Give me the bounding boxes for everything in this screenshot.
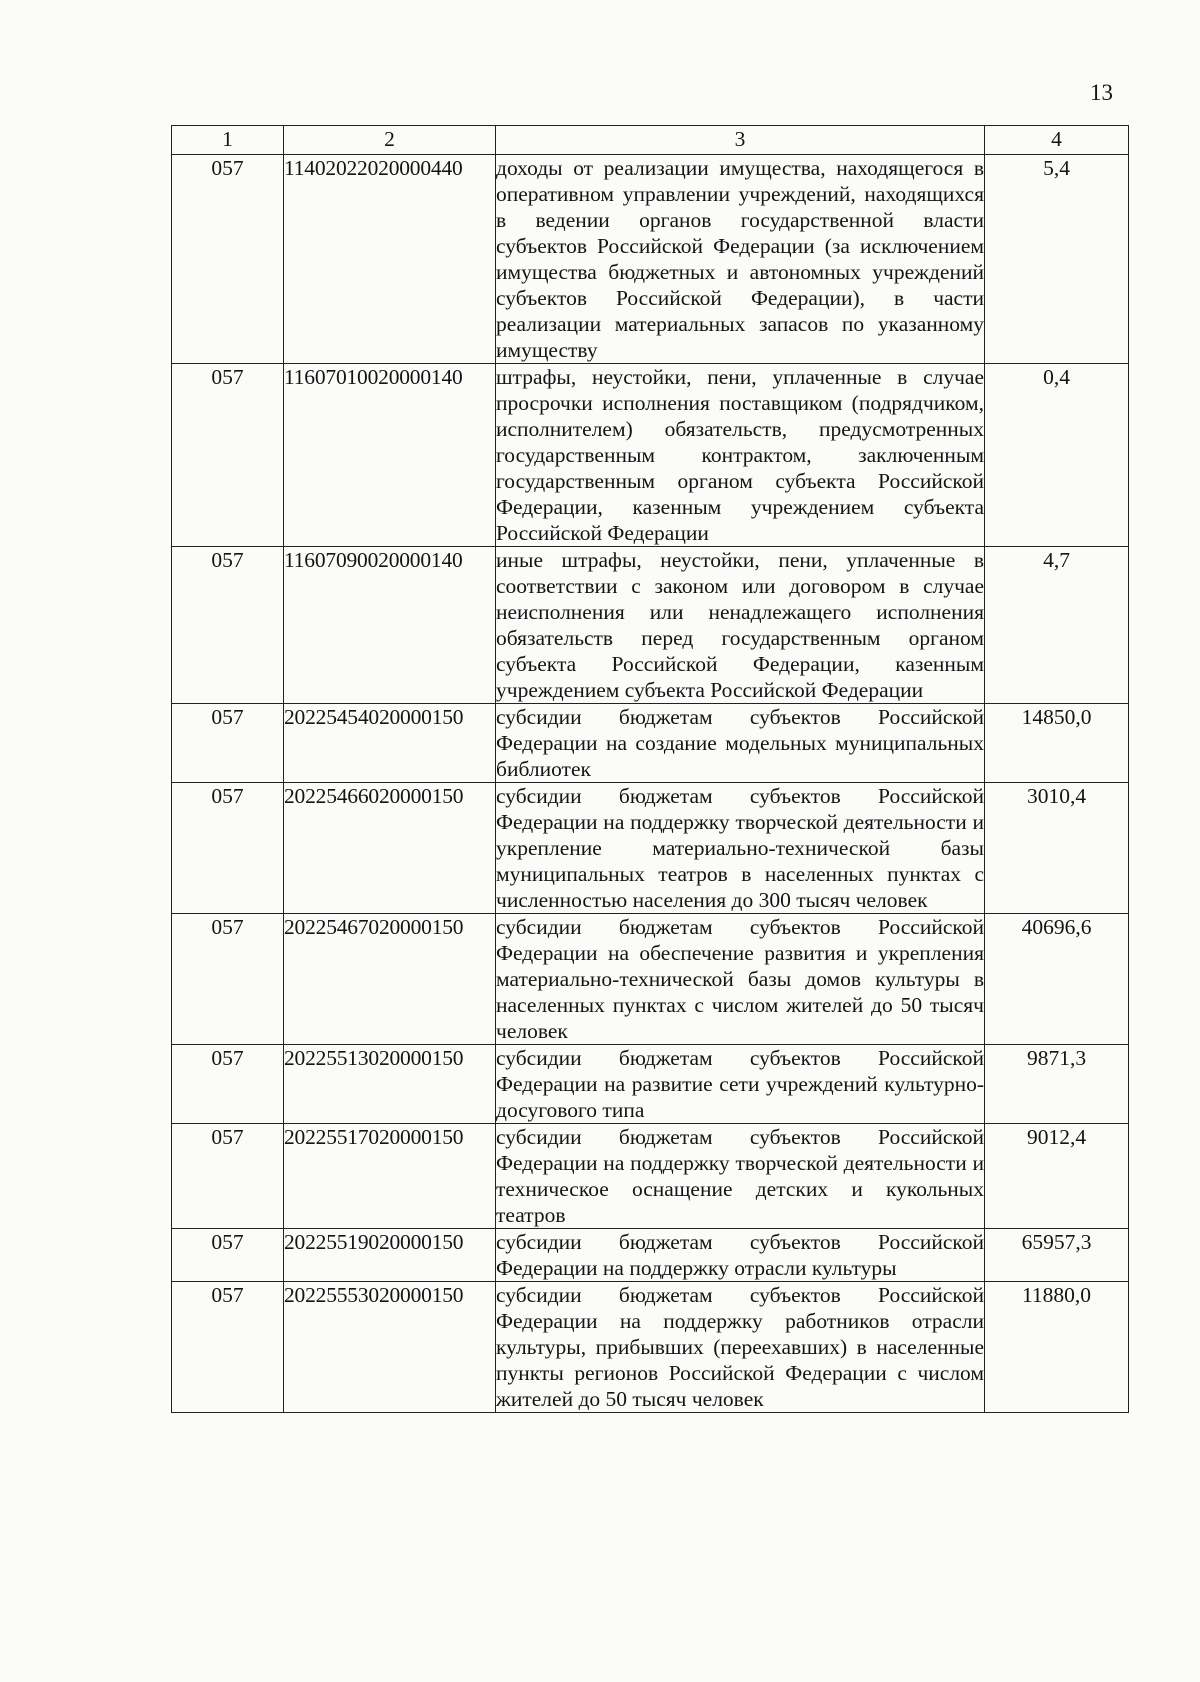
revenue-description: субсидии бюджетам субъектов Российской Федерации на обеспечение развития и укрепления материально-технической базы домов культуры в населенных пунктах с числом жителей до 50 тысяч человек [496,915,984,1043]
admin-code: 057 [172,155,284,364]
budget-class-code: 20225513020000150 [284,1045,496,1124]
admin-code: 057 [172,1282,284,1413]
table-row [172,783,1129,914]
amount: 14850,0 [985,704,1129,783]
revenue-description: иные штрафы, неустойки, пени, уплаченные в соответствии с законом или договором в случае неисполнения или ненадлежащего исполнения обязательств перед государственным органом субъекта Российской Федерации, казенным учреждением субъекта Российской Федерации [496,548,984,702]
budget-class-code: 20225467020000150 [284,914,496,1045]
revenue-description: субсидии бюджетам субъектов Российской Федерации на поддержку творческой деятельности и техническое оснащение детских и кукольных театров [496,1125,984,1227]
column-header: 3 [496,126,985,155]
revenue-table [171,125,1129,1413]
table-row [172,914,1129,1045]
admin-code: 057 [172,364,284,547]
amount: 40696,6 [985,914,1129,1045]
column-header: 4 [985,126,1129,155]
table-row [172,155,1129,364]
revenue-description: субсидии бюджетам субъектов Российской Федерации на развитие сети учреждений культурно-досугового типа [496,1046,984,1122]
revenue-description: доходы от реализации имущества, находящегося в оперативном управлении учреждений, находящихся в ведении органов государственной власти субъектов Российской Федерации (за исключением имущества бюджетных и автономных учреждений субъектов Российской Федерации), в части реализации материальных запасов по указанному имуществу [496,156,984,362]
table-row [172,547,1129,704]
table-row [172,364,1129,547]
amount: 4,7 [985,547,1129,704]
budget-class-code: 11607010020000140 [284,364,496,547]
admin-code: 057 [172,547,284,704]
revenue-description: субсидии бюджетам субъектов Российской Федерации на создание модельных муниципальных библиотек [496,705,984,781]
table-row [172,704,1129,783]
budget-class-code: 20225519020000150 [284,1229,496,1282]
page-number: 13 [1090,80,1113,105]
budget-class-code: 20225466020000150 [284,783,496,914]
budget-class-code: 20225454020000150 [284,704,496,783]
admin-code: 057 [172,1124,284,1229]
revenue-description: субсидии бюджетам субъектов Российской Федерации на поддержку отрасли культуры [496,1230,984,1280]
budget-class-code: 20225517020000150 [284,1124,496,1229]
revenue-description: штрафы, неустойки, пени, уплаченные в случае просрочки исполнения поставщиком (подрядчиком, исполнителем) обязательств, предусмотренных государственным контрактом, заключенным государственным органом субъекта Российской Федерации, казенным учреждением субъекта Российской Федерации [496,365,984,545]
column-header: 2 [284,126,496,155]
table-row [172,1229,1129,1282]
budget-class-code: 20225553020000150 [284,1282,496,1413]
admin-code: 057 [172,1229,284,1282]
revenue-description: субсидии бюджетам субъектов Российской Федерации на поддержку творческой деятельности и укрепление материально-технической базы муниципальных театров в населенных пунктах с численностью населения до 300 тысяч человек [496,784,984,912]
budget-class-code: 11402022020000440 [284,155,496,364]
amount: 65957,3 [985,1229,1129,1282]
column-header: 1 [172,126,284,155]
admin-code: 057 [172,783,284,914]
admin-code: 057 [172,914,284,1045]
table-row [172,1045,1129,1124]
budget-class-code: 11607090020000140 [284,547,496,704]
amount: 5,4 [985,155,1129,364]
amount: 3010,4 [985,783,1129,914]
table-row [172,1124,1129,1229]
amount: 0,4 [985,364,1129,547]
amount: 9012,4 [985,1124,1129,1229]
header-row [172,126,1129,155]
admin-code: 057 [172,1045,284,1124]
admin-code: 057 [172,704,284,783]
revenue-description: субсидии бюджетам субъектов Российской Федерации на поддержку работников отрасли культуры, прибывших (переехавших) в населенные пункты регионов Российской Федерации с числом жителей до 50 тысяч человек [496,1283,984,1411]
amount: 11880,0 [985,1282,1129,1413]
table-row [172,1282,1129,1413]
amount: 9871,3 [985,1045,1129,1124]
